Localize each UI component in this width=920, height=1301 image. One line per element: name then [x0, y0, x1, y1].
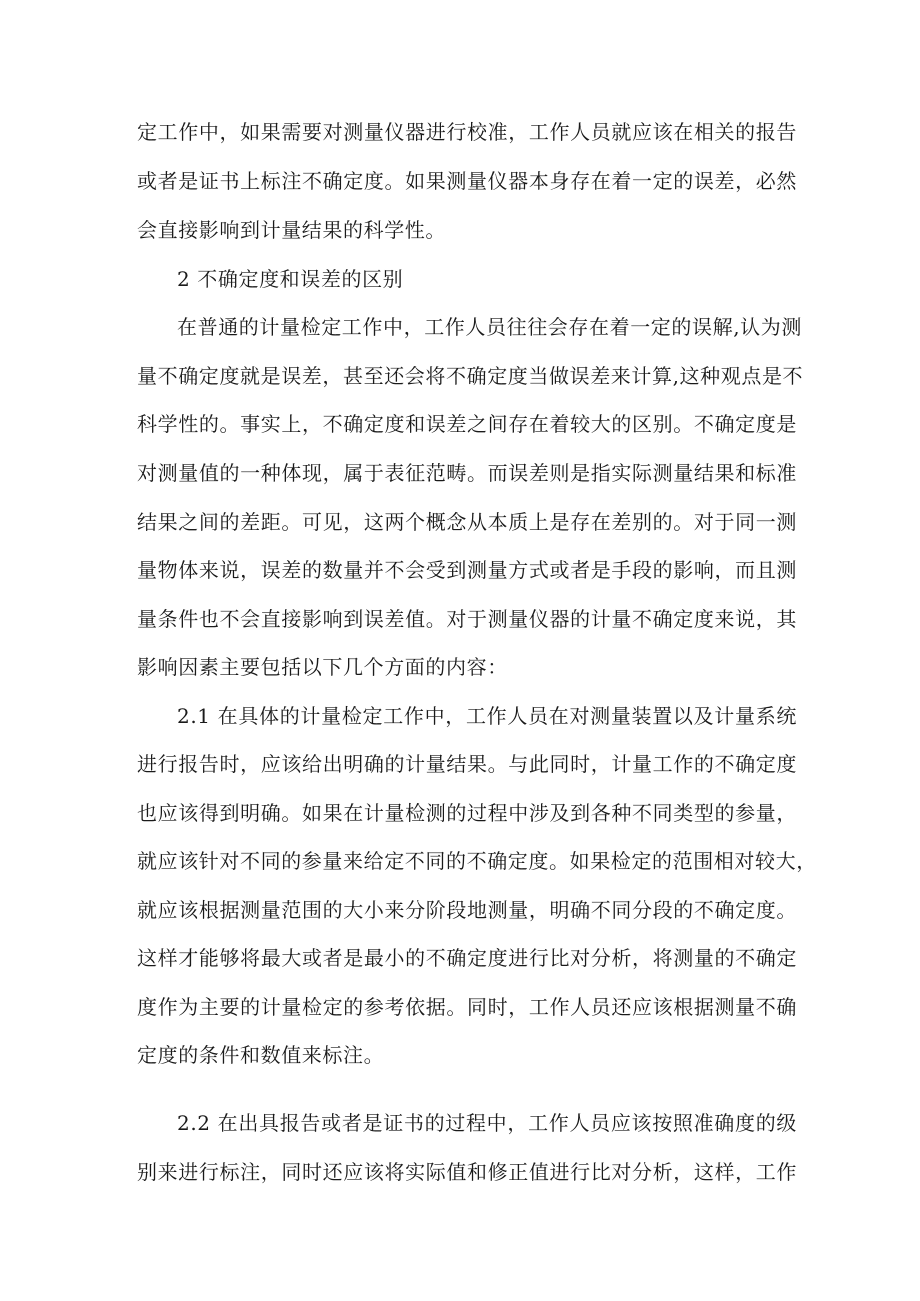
text-line: 定度的条件和数值来标注。: [137, 1043, 385, 1067]
text-line: 量物体来说，误差的数量并不会受到测量方式或者是手段的影响，而且测: [137, 558, 797, 582]
text-line: 定工作中，如果需要对测量仪器进行校准，工作人员就应该在相关的报告: [137, 120, 797, 144]
text-line: 就应该针对不同的参量来给定不同的不确定度。如果检定的范围相对较大，: [137, 849, 817, 873]
text-line: 别来进行标注，同时还应该将实际值和修正值进行比对分析，这样，工作: [137, 1160, 797, 1184]
subsection-line: 2.2 在出具报告或者是证书的过程中，工作人员应该按照准确度的级: [177, 1111, 797, 1135]
text-line: 对测量值的一种体现，属于表征范畴。而误差则是指实际测量结果和标准: [137, 461, 797, 485]
text-line: 在普通的计量检定工作中，工作人员往往会存在着一定的误解,认为测: [177, 315, 802, 339]
subsection-line: 2.1 在具体的计量检定工作中，工作人员在对测量装置以及计量系统: [177, 704, 797, 728]
text-line: 度作为主要的计量检定的参考依据。同时，工作人员还应该根据测量不确: [137, 995, 797, 1019]
text-line: 就应该根据测量范围的大小来分阶段地测量，明确不同分段的不确定度。: [137, 898, 797, 922]
text-line: 量条件也不会直接影响到误差值。对于测量仪器的计量不确定度来说，其: [137, 607, 797, 631]
text-line: 结果之间的差距。可见，这两个概念从本质上是存在差别的。对于同一测: [137, 510, 797, 534]
text-line: 进行报告时，应该给出明确的计量结果。与此同时，计量工作的不确定度: [137, 752, 797, 776]
text-line: 量不确定度就是误差，甚至还会将不确定度当做误差来计算,这种观点是不: [137, 364, 804, 388]
text-line: 也应该得到明确。如果在计量检测的过程中涉及到各种不同类型的参量，: [137, 801, 797, 825]
text-line: 会直接影响到计量结果的科学性。: [137, 218, 446, 242]
section-heading: 2 不确定度和误差的区别: [177, 267, 404, 291]
text-line: 科学性的。事实上，不确定度和误差之间存在着较大的区别。不确定度是: [137, 412, 797, 436]
text-line: 或者是证书上标注不确定度。如果测量仪器本身存在着一定的误差，必然: [137, 169, 797, 193]
text-line: 影响因素主要包括以下几个方面的内容：: [137, 655, 508, 679]
text-line: 这样才能够将最大或者是最小的不确定度进行比对分析，将测量的不确定: [137, 946, 797, 970]
